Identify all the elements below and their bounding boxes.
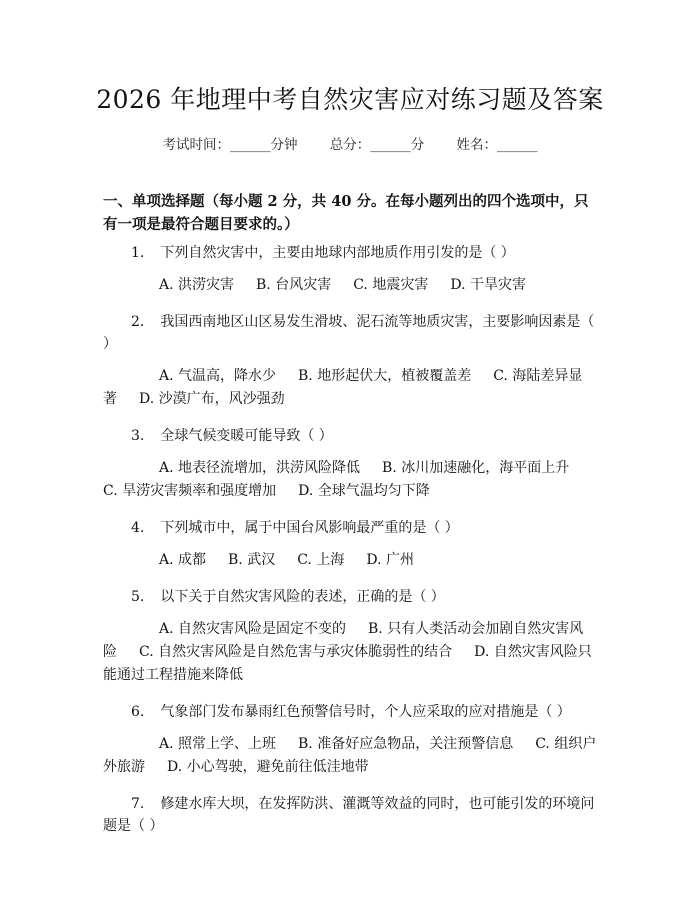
question-number: 7.: [131, 796, 145, 812]
option-a: A. 自然灾害风险是固定不变的: [159, 621, 347, 637]
question-number: 4.: [131, 520, 145, 536]
question-7: [103, 793, 598, 837]
option-b: B. 只有人类活动会加剧自然灾害风险: [103, 621, 584, 660]
student-name-field: 姓名：______: [456, 137, 538, 153]
question-text: 下列城市中，属于中国台风影响最严重的是（ ）: [160, 520, 459, 536]
question-stem: [103, 701, 598, 723]
option-b: B. 地形起伏大，植被覆盖差: [298, 368, 472, 384]
question-stem: [103, 242, 598, 264]
question-stem: [103, 793, 598, 837]
option-a: A. 地表径流增加，洪涝风险降低: [159, 460, 361, 476]
question-stem: [103, 517, 598, 539]
question-stem: [103, 311, 598, 355]
option-b: B. 台风灾害: [256, 277, 332, 293]
option-c: C. 海陆差异显著: [103, 368, 583, 407]
option-list: [103, 618, 598, 687]
option-d: D. 全球气温均匀下降: [298, 483, 430, 499]
question-3: [103, 425, 598, 503]
total-score-field: 总分：______分: [329, 137, 425, 153]
option-d: D. 干旱灾害: [450, 277, 526, 293]
option-list: [103, 457, 598, 503]
page-title: 2026 年地理中考自然灾害应对练习题及答案: [96, 85, 604, 114]
question-number: 5.: [131, 589, 145, 605]
option-a: A. 成都: [159, 552, 207, 568]
question-text: 全球气候变暖可能导致（ ）: [160, 428, 333, 444]
exam-meta: [0, 133, 700, 153]
question-stem: [103, 425, 598, 447]
option-b: B. 武汉: [228, 552, 276, 568]
question-4: [103, 517, 598, 572]
option-b: B. 准备好应急物品，关注预警信息: [298, 736, 514, 752]
question-5: [103, 586, 598, 687]
section-heading: 一、单项选择题（每小题 2 分，共 40 分。在每小题列出的四个选项中，只有一项是最符合题目要求的。）: [103, 193, 589, 233]
option-c: C. 组织户外旅游: [103, 736, 597, 775]
question-number: 6.: [131, 704, 145, 720]
option-list: [103, 365, 598, 411]
question-text: 以下关于自然灾害风险的表述，正确的是（ ）: [160, 589, 445, 605]
option-list: [103, 549, 598, 572]
question-1: [103, 242, 598, 297]
question-stem: [103, 586, 598, 608]
option-d: D. 广州: [366, 552, 414, 568]
question-text: 下列自然灾害中，主要由地球内部地质作用引发的是（ ）: [160, 245, 515, 261]
option-list: [103, 274, 598, 297]
option-c: C. 地震灾害: [353, 277, 429, 293]
option-a: A. 气温高，降水少: [159, 368, 277, 384]
option-d: D. 沙漠广布，风沙强劲: [139, 391, 285, 407]
question-list: [103, 242, 598, 851]
option-c: C. 自然灾害风险是自然危害与承灾体脆弱性的结合: [139, 644, 453, 660]
option-c: C. 上海: [297, 552, 345, 568]
option-d: D. 小心驾驶，避免前往低洼地带: [167, 759, 369, 775]
question-text: 修建水库大坝，在发挥防洪、灌溉等效益的同时，也可能引发的环境问题是（ ）: [103, 796, 595, 834]
option-a: A. 照常上学、上班: [159, 736, 277, 752]
question-text: 气象部门发布暴雨红色预警信号时，个人应采取的应对措施是（ ）: [160, 704, 571, 720]
exam-time-field: 考试时间：______分钟: [162, 137, 298, 153]
option-c: C. 旱涝灾害频率和强度增加: [103, 483, 277, 499]
question-number: 3.: [131, 428, 145, 444]
option-d: D. 自然灾害风险只能通过工程措施来降低: [103, 644, 592, 683]
question-6: [103, 701, 598, 779]
question-number: 1.: [131, 245, 145, 261]
question-2: [103, 311, 598, 411]
option-list: [103, 733, 598, 779]
question-number: 2.: [131, 314, 145, 330]
option-a: A. 洪涝灾害: [159, 277, 235, 293]
question-text: 我国西南地区山区易发生滑坡、泥石流等地质灾害，主要影响因素是（ ）: [103, 314, 595, 352]
option-b: B. 冰川加速融化，海平面上升: [382, 460, 570, 476]
